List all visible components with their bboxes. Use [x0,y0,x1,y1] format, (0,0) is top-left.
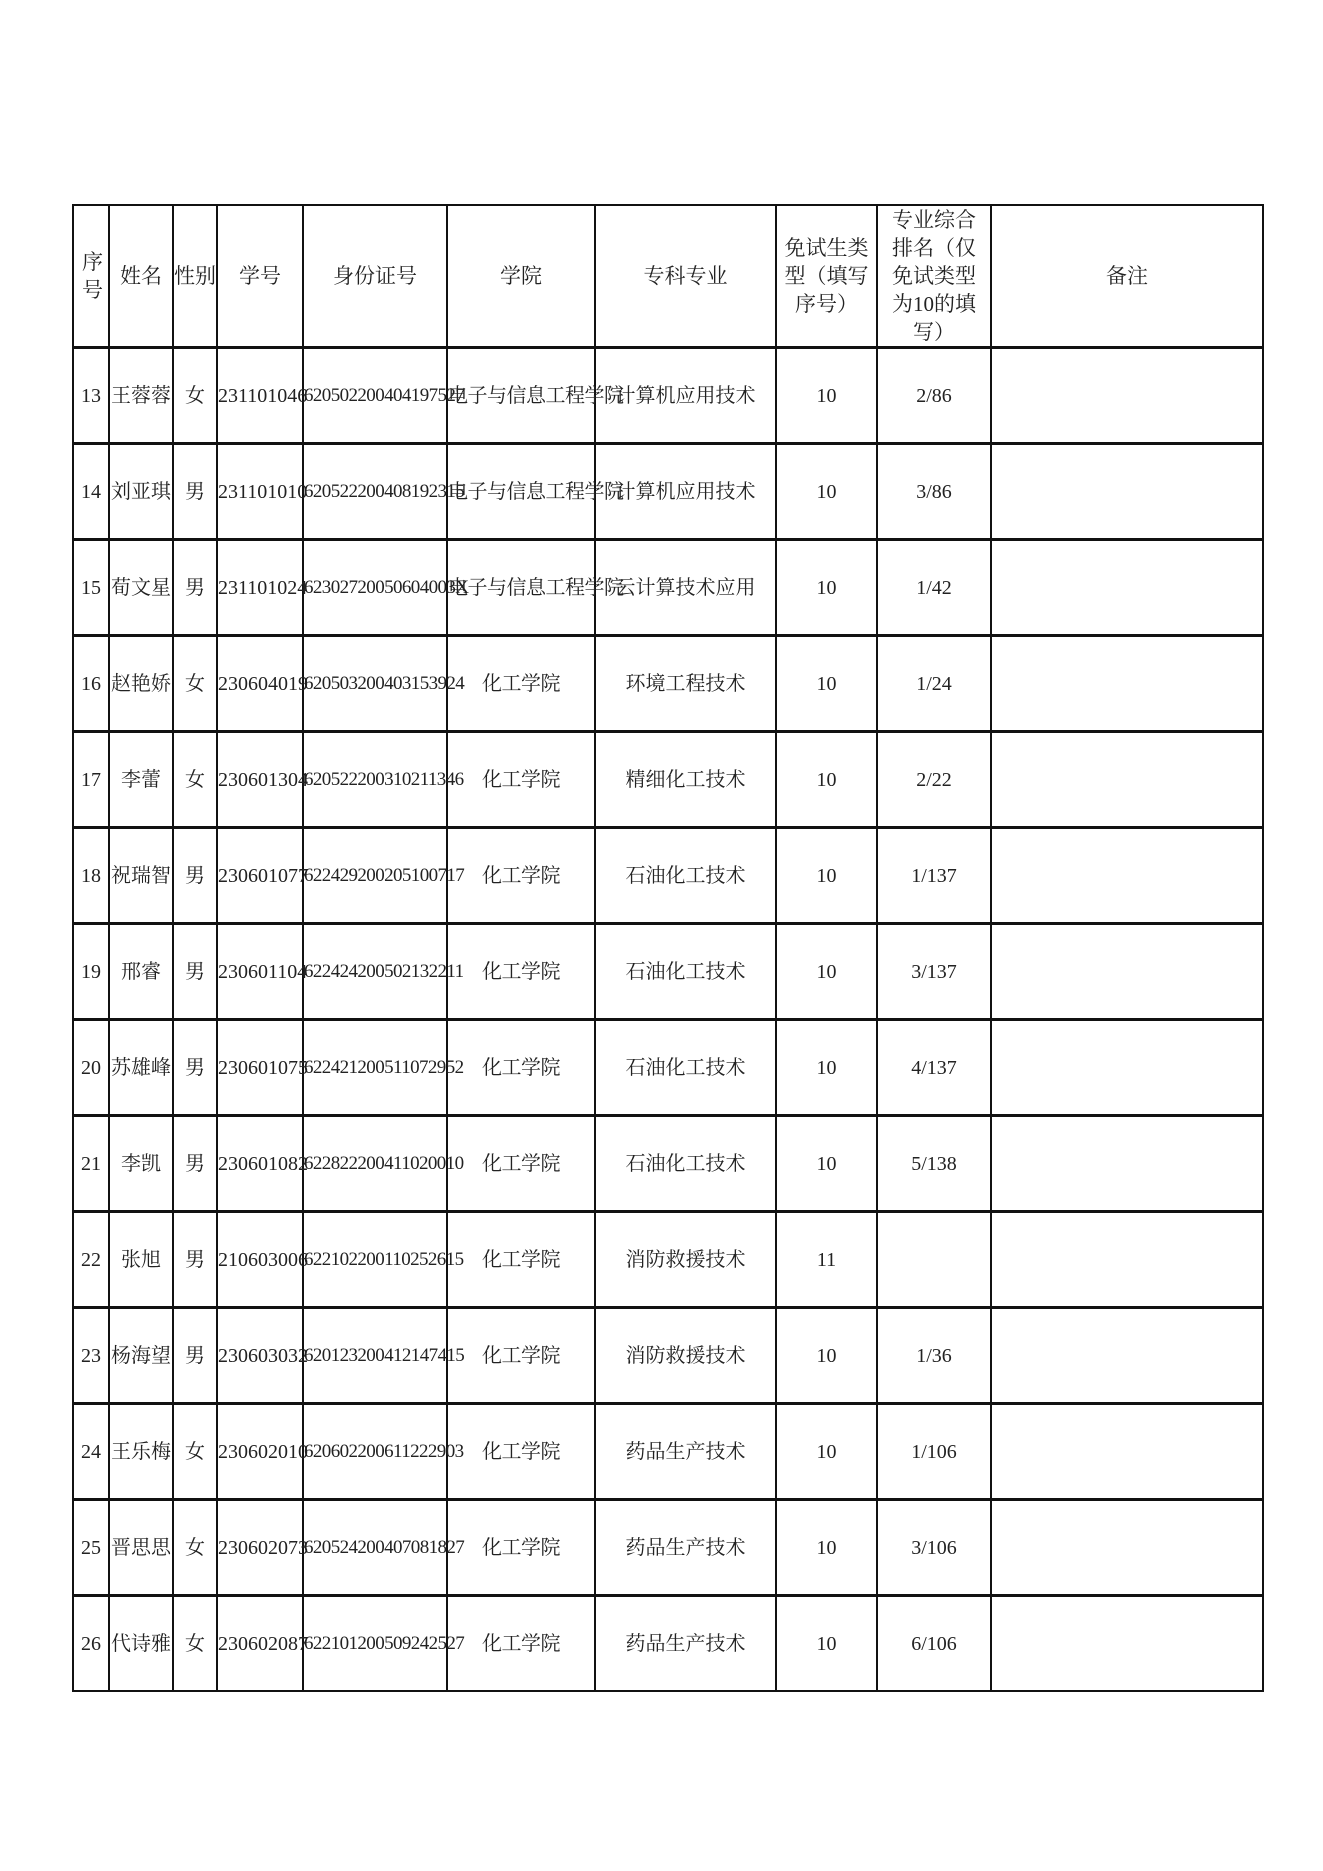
remarks-cell [991,732,1263,828]
student-id-cell: 230602073 [217,1500,303,1596]
header-major: 专科专业 [595,205,776,348]
remarks-cell [991,636,1263,732]
college-cell: 化工学院 [447,924,595,1020]
gender-cell: 男 [173,1308,217,1404]
table-row [73,348,1263,444]
table-row [73,1500,1263,1596]
seq-cell: 13 [73,348,109,444]
college-cell: 化工学院 [447,1116,595,1212]
student-id-cell: 230601104 [217,924,303,1020]
rank-cell: 3/106 [877,1500,991,1596]
rank-cell: 4/137 [877,1020,991,1116]
rank-cell: 2/22 [877,732,991,828]
name-cell: 刘亚琪 [109,444,173,540]
seq-cell: 26 [73,1596,109,1692]
remarks-cell [991,1404,1263,1500]
exempt-type-cell: 10 [776,732,877,828]
college-cell: 化工学院 [447,1308,595,1404]
table-row [73,1212,1263,1308]
seq-cell: 21 [73,1116,109,1212]
college-cell: 电子与信息工程学院 [447,444,595,540]
rank-cell: 5/138 [877,1116,991,1212]
table-row [73,1020,1263,1116]
name-cell: 邢睿 [109,924,173,1020]
student-id-cell: 230601304 [217,732,303,828]
header-student-id: 学号 [217,205,303,348]
seq-cell: 14 [73,444,109,540]
remarks-cell [991,1500,1263,1596]
student-id-cell: 230601077 [217,828,303,924]
seq-cell: 20 [73,1020,109,1116]
table-row [73,1404,1263,1500]
table-row [73,1308,1263,1404]
gender-cell: 男 [173,1116,217,1212]
major-cell: 药品生产技术 [595,1404,776,1500]
remarks-cell [991,1212,1263,1308]
table-row [73,828,1263,924]
major-cell: 消防救援技术 [595,1212,776,1308]
remarks-cell [991,1308,1263,1404]
college-cell: 化工学院 [447,1500,595,1596]
rank-cell: 1/42 [877,540,991,636]
major-cell: 云计算技术应用 [595,540,776,636]
remarks-cell [991,444,1263,540]
table-row [73,540,1263,636]
major-cell: 精细化工技术 [595,732,776,828]
id-number-cell: 622822200411020010 [303,1116,447,1212]
exempt-type-cell: 10 [776,1596,877,1692]
exempt-type-cell: 10 [776,1404,877,1500]
student-id-cell: 230603032 [217,1308,303,1404]
gender-cell: 女 [173,1404,217,1500]
id-number-cell: 620123200412147415 [303,1308,447,1404]
remarks-cell [991,1596,1263,1692]
major-cell: 药品生产技术 [595,1596,776,1692]
major-cell: 石油化工技术 [595,1020,776,1116]
college-cell: 化工学院 [447,1596,595,1692]
name-cell: 苏雄峰 [109,1020,173,1116]
rank-cell: 6/106 [877,1596,991,1692]
seq-cell: 25 [73,1500,109,1596]
student-id-cell: 231101024 [217,540,303,636]
name-cell: 代诗雅 [109,1596,173,1692]
major-cell: 环境工程技术 [595,636,776,732]
seq-cell: 19 [73,924,109,1020]
gender-cell: 女 [173,348,217,444]
header-exempt-type: 免试生类型（填写序号） [776,205,877,348]
major-cell: 计算机应用技术 [595,348,776,444]
student-id-cell: 230602010 [217,1404,303,1500]
id-number-cell: 622424200502132211 [303,924,447,1020]
table-row [73,1596,1263,1692]
seq-cell: 15 [73,540,109,636]
gender-cell: 女 [173,1500,217,1596]
seq-cell: 16 [73,636,109,732]
student-id-cell: 230602087 [217,1596,303,1692]
id-number-cell: 62302720050604003X [303,540,447,636]
exempt-type-cell: 10 [776,444,877,540]
exempt-type-cell: 11 [776,1212,877,1308]
rank-cell: 2/86 [877,348,991,444]
name-cell: 李凯 [109,1116,173,1212]
college-cell: 化工学院 [447,636,595,732]
rank-cell: 1/24 [877,636,991,732]
gender-cell: 男 [173,924,217,1020]
remarks-cell [991,348,1263,444]
name-cell: 荀文星 [109,540,173,636]
student-id-cell: 210603006 [217,1212,303,1308]
exempt-type-cell: 10 [776,1500,877,1596]
gender-cell: 女 [173,1596,217,1692]
seq-cell: 18 [73,828,109,924]
college-cell: 化工学院 [447,732,595,828]
exempt-type-cell: 10 [776,636,877,732]
header-remarks: 备注 [991,205,1263,348]
student-id-cell: 230601075 [217,1020,303,1116]
exempt-type-cell: 10 [776,1308,877,1404]
gender-cell: 男 [173,1212,217,1308]
major-cell: 石油化工技术 [595,828,776,924]
seq-cell: 22 [73,1212,109,1308]
header-row [73,205,1263,348]
id-number-cell: 620522200310211346 [303,732,447,828]
college-cell: 化工学院 [447,1020,595,1116]
table-row [73,924,1263,1020]
id-number-cell: 622421200511072952 [303,1020,447,1116]
remarks-cell [991,540,1263,636]
remarks-cell [991,828,1263,924]
college-cell: 化工学院 [447,828,595,924]
student-id-cell: 230604019 [217,636,303,732]
student-id-cell: 231101010 [217,444,303,540]
name-cell: 赵艳娇 [109,636,173,732]
remarks-cell [991,1116,1263,1212]
id-number-cell: 622102200110252615 [303,1212,447,1308]
exempt-type-cell: 10 [776,1116,877,1212]
remarks-cell [991,1020,1263,1116]
remarks-cell [991,924,1263,1020]
college-cell: 化工学院 [447,1404,595,1500]
id-number-cell: 620522200408192315 [303,444,447,540]
name-cell: 张旭 [109,1212,173,1308]
exempt-type-cell: 10 [776,1020,877,1116]
name-cell: 李蕾 [109,732,173,828]
gender-cell: 男 [173,444,217,540]
id-number-cell: 622429200205100717 [303,828,447,924]
id-number-cell: 620503200403153924 [303,636,447,732]
college-cell: 电子与信息工程学院 [447,540,595,636]
seq-cell: 17 [73,732,109,828]
id-number-cell: 620602200611222903 [303,1404,447,1500]
id-number-cell: 620524200407081827 [303,1500,447,1596]
header-name: 姓名 [109,205,173,348]
seq-cell: 24 [73,1404,109,1500]
student-id-cell: 231101046 [217,348,303,444]
name-cell: 祝瑞智 [109,828,173,924]
header-rank: 专业综合排名（仅免试类型为10的填写） [877,205,991,348]
exempt-type-cell: 10 [776,924,877,1020]
exempt-type-cell: 10 [776,828,877,924]
student-id-cell: 230601082 [217,1116,303,1212]
rank-cell: 1/106 [877,1404,991,1500]
name-cell: 晋思思 [109,1500,173,1596]
rank-cell: 3/137 [877,924,991,1020]
gender-cell: 女 [173,732,217,828]
major-cell: 石油化工技术 [595,924,776,1020]
major-cell: 计算机应用技术 [595,444,776,540]
seq-cell: 23 [73,1308,109,1404]
header-seq: 序号 [73,205,109,348]
major-cell: 药品生产技术 [595,1500,776,1596]
gender-cell: 男 [173,828,217,924]
college-cell: 化工学院 [447,1212,595,1308]
id-number-cell: 620502200404197527 [303,348,447,444]
rank-cell [877,1212,991,1308]
college-cell: 电子与信息工程学院 [447,348,595,444]
exempt-type-cell: 10 [776,540,877,636]
gender-cell: 男 [173,1020,217,1116]
rank-cell: 3/86 [877,444,991,540]
rank-cell: 1/36 [877,1308,991,1404]
major-cell: 消防救援技术 [595,1308,776,1404]
name-cell: 杨海望 [109,1308,173,1404]
table-row [73,1116,1263,1212]
header-id-number: 身份证号 [303,205,447,348]
name-cell: 王乐梅 [109,1404,173,1500]
name-cell: 王蓉蓉 [109,348,173,444]
table-row [73,732,1263,828]
rank-cell: 1/137 [877,828,991,924]
exempt-student-table [72,204,1264,1692]
header-college: 学院 [447,205,595,348]
id-number-cell: 622101200509242527 [303,1596,447,1692]
major-cell: 石油化工技术 [595,1116,776,1212]
gender-cell: 男 [173,540,217,636]
table-row [73,636,1263,732]
gender-cell: 女 [173,636,217,732]
exempt-type-cell: 10 [776,348,877,444]
header-gender: 性别 [173,205,217,348]
table-row [73,444,1263,540]
